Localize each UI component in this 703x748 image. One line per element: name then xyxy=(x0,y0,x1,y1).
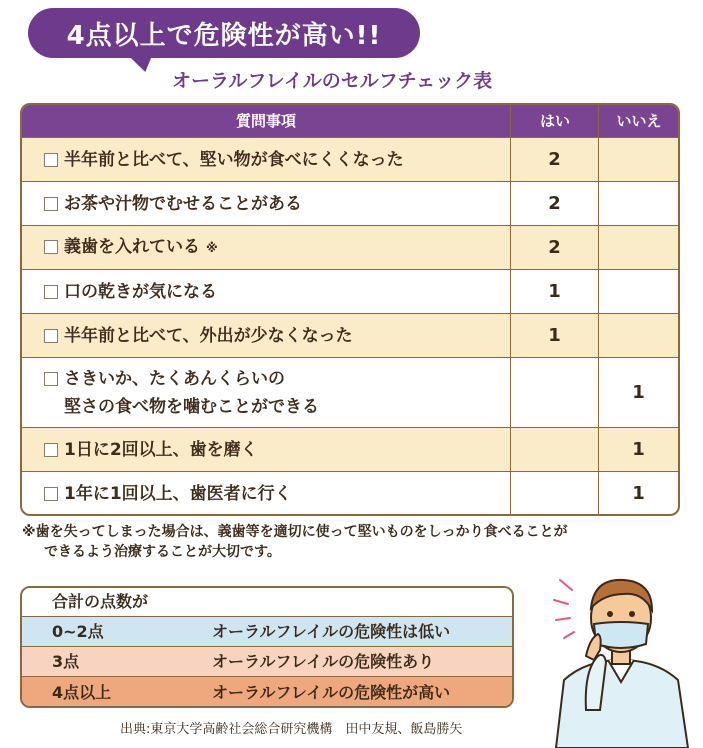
table-row xyxy=(22,181,678,225)
dentist-illustration xyxy=(546,560,696,748)
question-line xyxy=(44,233,218,262)
table-row xyxy=(22,269,678,313)
no-points-cell xyxy=(598,270,678,313)
question-cell xyxy=(22,270,510,313)
question-text: お茶や汁物でむせることがある xyxy=(64,193,302,214)
table-row xyxy=(22,357,678,427)
question-line xyxy=(44,190,302,218)
table-row xyxy=(22,225,678,269)
question-text: 1年に1回以上、歯医者に行く xyxy=(64,483,292,504)
checkbox-icon[interactable] xyxy=(44,240,58,254)
question-text: 半年前と比べて、堅い物が食べにくくなった xyxy=(64,149,404,170)
question-line xyxy=(44,322,353,350)
score-points: 4点以上 xyxy=(52,683,112,702)
footnote-mark: ※ xyxy=(206,241,218,255)
score-points: 3点 xyxy=(52,652,80,671)
checkbox-icon[interactable] xyxy=(44,372,58,386)
score-legend xyxy=(20,586,514,708)
yes-points-cell xyxy=(510,428,598,471)
question-line xyxy=(44,278,217,306)
question-cell xyxy=(22,428,510,471)
header-yes: はい xyxy=(510,105,599,137)
score-risk: オーラルフレイルの危険性あり xyxy=(212,652,435,671)
headline-text: 4点以上で危険性が高い!! xyxy=(66,20,382,51)
table-title: オーラルフレイルのセルフチェック表 xyxy=(172,70,493,92)
question-line xyxy=(44,365,319,393)
table-row xyxy=(22,137,678,181)
question-cell xyxy=(22,226,510,269)
no-points-cell: 1 xyxy=(598,428,678,471)
question-text: 半年前と比べて、外出が少なくなった xyxy=(64,325,353,346)
question-cell xyxy=(22,472,510,515)
question-cell xyxy=(22,358,510,427)
no-points-cell: 1 xyxy=(598,358,678,427)
checkbox-icon[interactable] xyxy=(44,197,58,211)
self-check-table xyxy=(20,103,680,516)
yes-points-cell xyxy=(510,472,598,515)
checkbox-icon[interactable] xyxy=(44,153,58,167)
table-row xyxy=(22,427,678,471)
question-line xyxy=(44,146,404,174)
table-header xyxy=(22,105,678,137)
score-heading-row xyxy=(22,588,512,616)
yes-points-cell xyxy=(510,358,598,427)
score-level-low xyxy=(22,616,512,646)
yes-points-cell: 2 xyxy=(510,182,598,225)
footnote xyxy=(22,522,662,562)
score-risk: オーラルフレイルの危険性は低い xyxy=(212,622,451,641)
question-text: さきいか、たくあんくらいの xyxy=(64,368,285,389)
checkbox-icon[interactable] xyxy=(44,443,58,457)
source-credit: 出典:東京大学高齢社会総合研究機構 田中友規、飯島勝矢 xyxy=(120,722,463,737)
question-line xyxy=(44,480,292,508)
footnote-line-2: できるよう治療することが大切です。 xyxy=(44,544,281,560)
emphasis-lines xyxy=(554,580,574,638)
header-question: 質問事項 xyxy=(235,112,296,130)
yes-points-cell: 2 xyxy=(510,138,598,181)
no-points-cell xyxy=(598,138,678,181)
question-text: 口の乾きが気になる xyxy=(64,281,217,302)
score-level-high xyxy=(22,676,512,708)
question-text: 堅さの食べ物を噛むことができる xyxy=(64,396,319,417)
checkbox-icon[interactable] xyxy=(44,285,58,299)
question-cell xyxy=(22,182,510,225)
no-points-cell xyxy=(598,314,678,357)
footnote-line-1: ※歯を失ってしまった場合は、義歯等を適切に使って堅いものをしっかり食べることが xyxy=(22,524,568,540)
yes-points-cell: 2 xyxy=(510,226,598,269)
yes-points-cell: 1 xyxy=(510,314,598,357)
header-no: いいえ xyxy=(598,105,679,137)
table-row xyxy=(22,313,678,357)
no-points-cell xyxy=(598,226,678,269)
score-points: 0~2点 xyxy=(52,622,104,641)
question-line xyxy=(44,393,319,421)
score-risk: オーラルフレイルの危険性が高い xyxy=(212,683,451,702)
question-text: 1日に2回以上、歯を磨く xyxy=(64,439,258,460)
question-cell xyxy=(22,138,510,181)
checkbox-icon[interactable] xyxy=(44,329,58,343)
headline-banner xyxy=(28,8,420,58)
checkbox-icon[interactable] xyxy=(44,487,58,501)
no-points-cell xyxy=(598,182,678,225)
table-row xyxy=(22,471,678,515)
yes-points-cell: 1 xyxy=(510,270,598,313)
question-line xyxy=(44,436,258,464)
no-points-cell: 1 xyxy=(598,472,678,515)
question-cell xyxy=(22,314,510,357)
score-level-mid xyxy=(22,646,512,676)
score-heading: 合計の点数が xyxy=(52,592,149,611)
question-text: 義歯を入れている xyxy=(64,237,200,257)
